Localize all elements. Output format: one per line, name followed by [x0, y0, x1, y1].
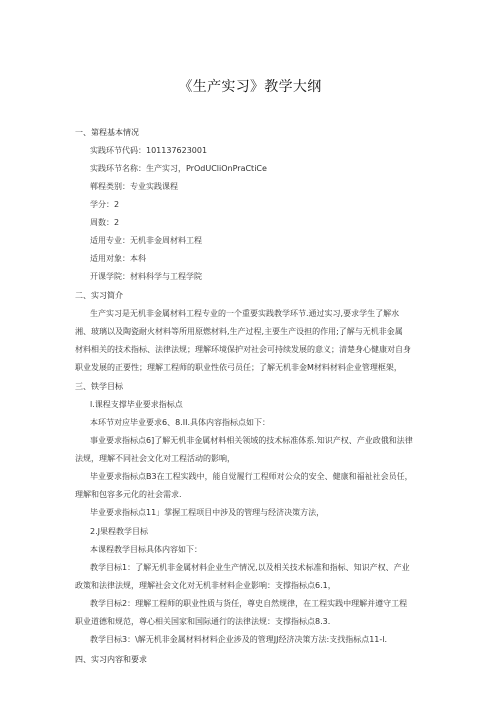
intro-paragraph-line: 生产实习是无机非金属材料工程专业的一个重要实践教学环节.通过实习,要求学生了解水: [90, 309, 400, 318]
objectives-text-line: 教学目标2：理解工程师的职业性质与货任，尊史自然规律，在工程实践中理解并遵守工程: [90, 599, 408, 608]
subheading-course-objectives: 2.J果程教学目标: [90, 527, 148, 536]
course-name: 实践环节名称：生产实习，PrOdUCliOnPraCtiCe: [90, 164, 267, 173]
objectives-text-line: 职业道德和规范，尊心相关国家和国际通行的法律法规：支撑指标点8.3.: [75, 617, 331, 626]
objectives-text-line: 法规，理解不同社会文化对工程活动的影响，: [75, 454, 235, 463]
course-category: 郸程类别：专业实践课程: [90, 182, 178, 191]
subheading-graduation-requirements: l.课程支撑毕业要求指标点: [90, 400, 183, 409]
objectives-text-line: 毕业要求指标点B3在工程实践中，能自觉履行工程师对公众的安全、健康和福祉社会员任，: [90, 472, 413, 481]
section-heading-content: 四、实习内容和要求: [75, 655, 147, 664]
objectives-text-line: 政策和法律法规，理解社会文化对无机非材料企业影响：支撑指标点6.1，: [75, 581, 336, 590]
intro-paragraph-line: 职业发展的正要性；理解工程师的职业性依弓员任；了解无机非金M材料材料企业管理框架，: [75, 363, 402, 372]
course-code: 实践环节代码：101137623001: [90, 146, 208, 155]
intro-paragraph-line: 材料相关的技术指标、法律法规；理解环境保护对社会可持续发展的意义；清楚身心健康对自身: [75, 345, 411, 354]
section-heading-intro: 二、实习简介: [75, 291, 123, 300]
objectives-text-line: 教学目标3：\解无机非金属材料材料企业涉及的管理JJ经济决策方法:支找指标点11-l.: [90, 635, 388, 644]
objectives-text-line: 教学目标1：了解无机非金属材料企业生产情况,以及相关技术标准和指标、知识产权、产业: [90, 563, 410, 572]
section-heading-basic-info: 一、第程基本情况: [75, 128, 139, 137]
section-heading-objectives: 三、铁学目标: [75, 382, 123, 391]
objectives-text-line: 本课程教学目标具体内容如下：: [90, 545, 202, 554]
objectives-text-line: 理解和包容多元化的社会需求.: [75, 490, 182, 499]
objectives-text-line: 本环节对应毕业要求6、8.II.具体内容指标点如下：: [90, 418, 270, 427]
course-target: 适用对象：本科: [90, 254, 146, 263]
objectives-text-line: 毕业要求指标点11」掌握工程项目中涉及的管理与经济决策方法，: [90, 508, 325, 517]
course-credits: 学分：2: [90, 200, 120, 209]
intro-paragraph-line: 湘、玻璃以及陶瓷耐火材料等所用原燃材料,生产过程,主要生产设担的作用;了解与无机非金属: [75, 327, 403, 336]
course-college: 开课学院：材料科学与工程学院: [90, 272, 202, 281]
document-title: 《生产实习》教学大纲: [178, 79, 322, 95]
course-major: 适用专业：无机非金周材料工程: [90, 236, 202, 245]
course-weeks: 周数：2: [90, 218, 120, 227]
objectives-text-line: 事业要求指标点6]了解无机非金属材料相关领域的技术标准体系.知识产权、产业政俄和法律: [90, 436, 413, 445]
